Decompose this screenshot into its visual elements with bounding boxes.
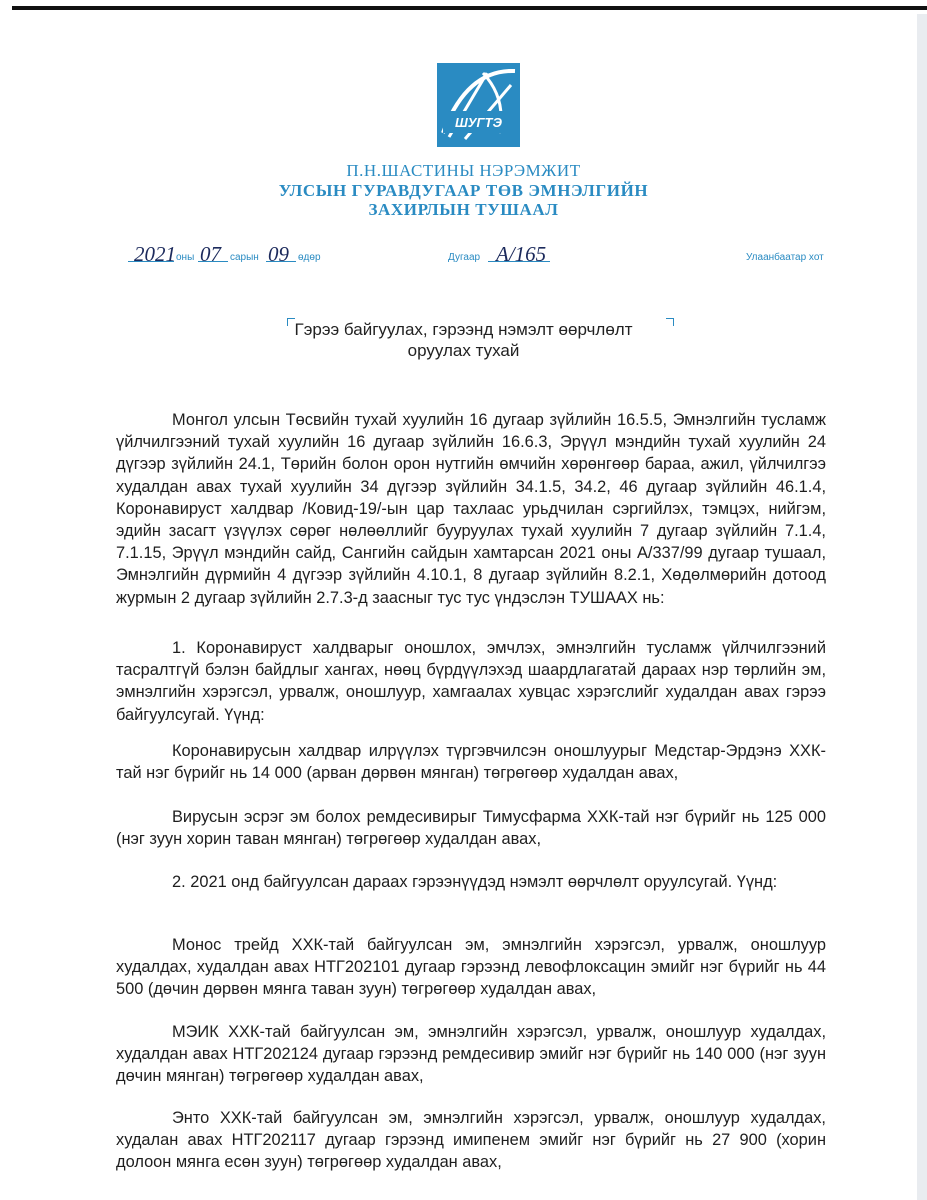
date-day: 09 [268,242,289,266]
order-item-1: 1. Коронавируст халдварыг оношлох, эмчлэх, эмнэлгийн тусламж үйлчилгээний тасралтгүй бэлэн байдлыг хангах, нөөц бүрдүүлэхэд шаардлагатай дараах нэр төрлийн эм, эмнэлгийн хэрэгсэл, урвалж, оношлуур, хамгаалах хувцас хэрэгслийг худалдан авах гэрээ байгуулсугай. Үүнд: [116,639,826,724]
subject-line-2: оруулах тухай [407,341,520,360]
header-line-3: ЗАХИРЛЫН ТУШААЛ [368,200,559,219]
hospital-logo-icon [437,63,520,147]
date-year: 2021 [134,242,176,266]
order-item-2: 2. 2021 онд байгуулсан дараах гэрээнүүдэд нэмэлт өөрчлөлт оруулсугай. Үүнд: [172,873,778,891]
year-label: оны [176,252,195,263]
date-month: 07 [200,242,221,266]
order-item-2a: Монос трейд ХХК-тай байгуулсан эм, эмнэлгийн хэрэгсэл, урвалж, оношлуур худалдах, худалдан авах НТГ202101 дугаар гэрээнд левофлоксацин эмийг нэг бүрийг нь 44 500 (дөчин дөрвөн мянга таван зуун) төгрөгөөр худалдан авах, [116,936,826,999]
day-label: өдөр [298,252,321,263]
scan-edge-line [12,6,927,10]
page-top-border [0,0,927,16]
preamble: Монгол улсын Төсвийн тухай хуулийн 16 дугаар зүйлийн 16.5.5, Эмнэлгийн тусламж үйлчилгээний тухай хуулийн 16 дугаар зүйлийн 16.6.3, Эрүүл мэндийн тухай хуулийн 24 дүгээр зүйлийн 24.1, Төрийн болон орон нутгийн өмчийн хөрөнгөөр бараа, ажил, үйлчилгээ худалдан авах тухай хуулийн 34 дүгээр зүйлийн 34.1.5, 34.2, 46 дугаар зүйлийн 46.1.4, Коронавируст халдвар /Ковид-19/-ын цар тахлаас урьдчилан сэргийлэх, тэмцэх, нийгэм, эдийн засагт үзүүлэх сөрөг нөлөөллийг бууруулах тухай хуулийн 7 дугаар зүйлийн 7.1.4, 7.1.15, Эрүүл мэндийн сайд, Сангийн сайдын хамтарсан 2021 оны A/337/99 дугаар тушаал, Эмнэлгийн дүрмийн 4 дүгээр зүйлийн 4.10.1, 8 дугаар зүйлийн 8.2.1, Хөдөлмөрийн дотоод журмын 2 дугаар зүйлийн 2.7.3-д заасныг тус тус үндэслэн ТУШААХ нь: [116,411,826,607]
city-block [746,246,846,270]
order-number: A/165 [496,242,547,266]
month-label: сарын [230,252,259,263]
city: Улаанбаатар хот [746,252,824,263]
hospital-logo [437,63,520,147]
order-item-1a: Коронавирусын халдвар илрүүлэх түргэвчилсэн оношлуурыг Медстар-Эрдэнэ ХХК-тай нэг бүрийг нь 14 000 (арван дөрвөн мянган) төгрөгөөр худалдан авах, [116,742,826,783]
order-item-2c: Энто ХХК-тай байгуулсан эм, эмнэлгийн хэрэгсэл, урвалж, оношлуур худалдах, худалан авах НТГ202117 дугаар гэрээнд имипенем эмийг нэг бүрийг нь 27 900 (хорин долоон мянга есөн зуун) төгрөгөөр худалдан авах, [116,1109,826,1172]
order-item-2b: МЭИК ХХК-тай байгуулсан эм, эмнэлгийн хэрэгсэл, урвалж, оношлуур худалдах, худалдан авах НТГ202124 дугаар гэрээнд ремдесивир эмийг нэг бүрийг нь 140 000 (нэг зуун дөчин мянган) төгрөгөөр худалдан авах, [116,1023,826,1086]
logo-text: ШУГТЭ [455,115,502,130]
header-line-2: УЛСЫН ГУРАВДУГААР ТӨВ ЭМНЭЛГИЙН [278,181,649,200]
subject-line-1: Гэрээ байгуулах, гэрээнд нэмэлт өөрчлөлт [294,320,633,339]
order-number-block [448,242,588,270]
order-item-1b: Вирусын эсрэг эм болох ремдесивирыг Тимусфарма ХХК-тай нэг бүрийг нь 125 000 (нэг зуун хорин таван мянган) төгрөгөөр худалдан авах, [116,808,826,849]
date-block [128,242,348,270]
order-number-label: Дугаар [448,252,481,263]
header-line-1: П.Н.ШАСТИНЫ НЭРЭМЖИТ [346,161,581,180]
